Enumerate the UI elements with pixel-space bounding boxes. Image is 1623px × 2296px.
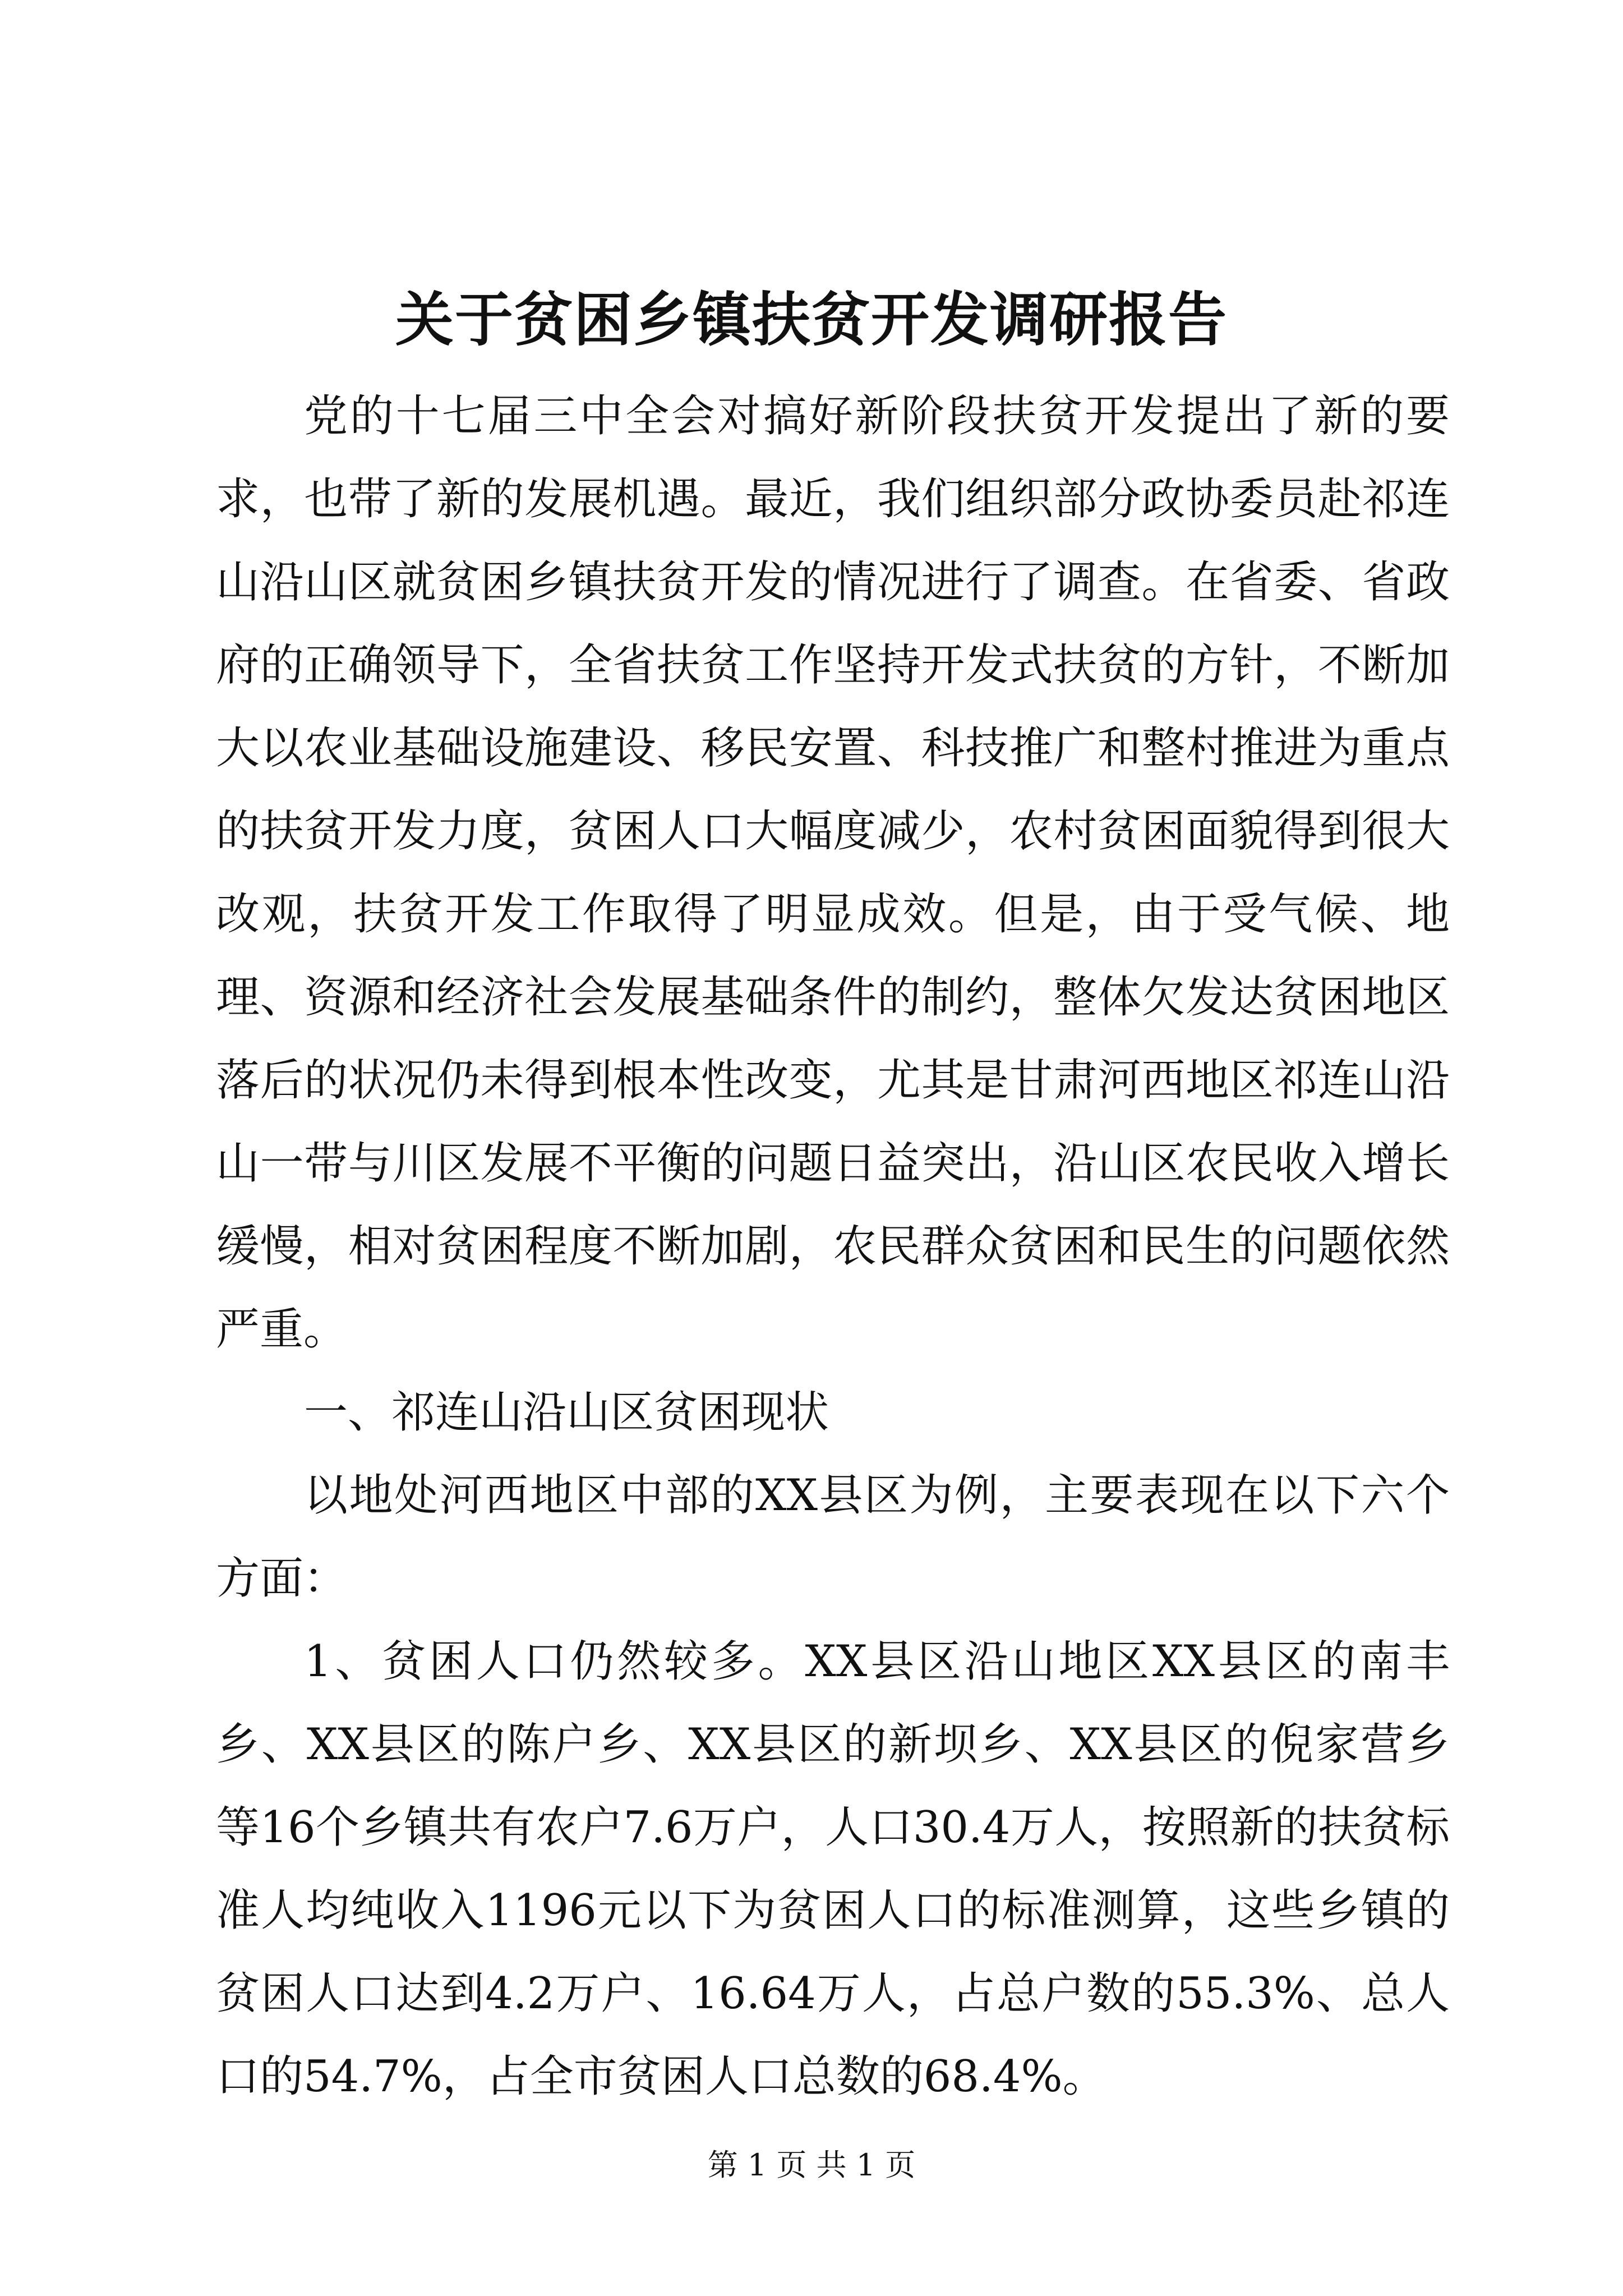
item-paragraph: 1、贫困人口仍然较多。XX县区沿山地区XX县区的南丰乡、XX县区的陈户乡、XX县区的新坝乡、XX县区的倪家营乡等16个乡镇共有农户7.6万户，人口30.4万人，按照新的扶贫标准人均纯收入1196元以下为贫困人口的标准测算，这些乡镇的贫困人口达到4.2万户、16.64万人，占总户数的55.3%、总人口的54.7%，占全市贫困人口总数的68.4%。 [216,1636,1450,2102]
section-intro-paragraph: 以地处河西地区中部的XX县区为例，主要表现在以下六个方面： [216,1470,1450,1604]
page-footer: 第 1 页 共 1 页 [707,2147,916,2183]
document-body [216,375,1450,2118]
intro-paragraph: 党的十七届三中全会对搞好新阶段扶贫开发提出了新的要求，也带了新的发展机遇。最近，我们组织部分政协委员赴祁连山沿山区就贫困乡镇扶贫开发的情况进行了调查。在省委、省政府的正确领导下，全省扶贫工作坚持开发式扶贫的方针，不断加大以农业基础设施建设、移民安置、科技推广和整村推进为重点的扶贫开发力度，贫困人口大幅度减少，农村贫困面貌得到很大改观，扶贫开发工作取得了明显成效。但是，由于受气候、地理、资源和经济社会发展基础条件的制约，整体欠发达贫困地区落后的状况仍未得到根本性改变，尤其是甘肃河西地区祁连山沿山一带与川区发展不平衡的问题日益突出，沿山区农民收入增长缓慢，相对贫困程度不断加剧，农民群众贫困和民生的问题依然严重。 [216,391,1450,1355]
section-heading: 一、祁连山沿山区贫困现状 [304,1387,829,1438]
document-title: 关于贫困乡镇扶贫开发调研报告 [395,285,1228,354]
